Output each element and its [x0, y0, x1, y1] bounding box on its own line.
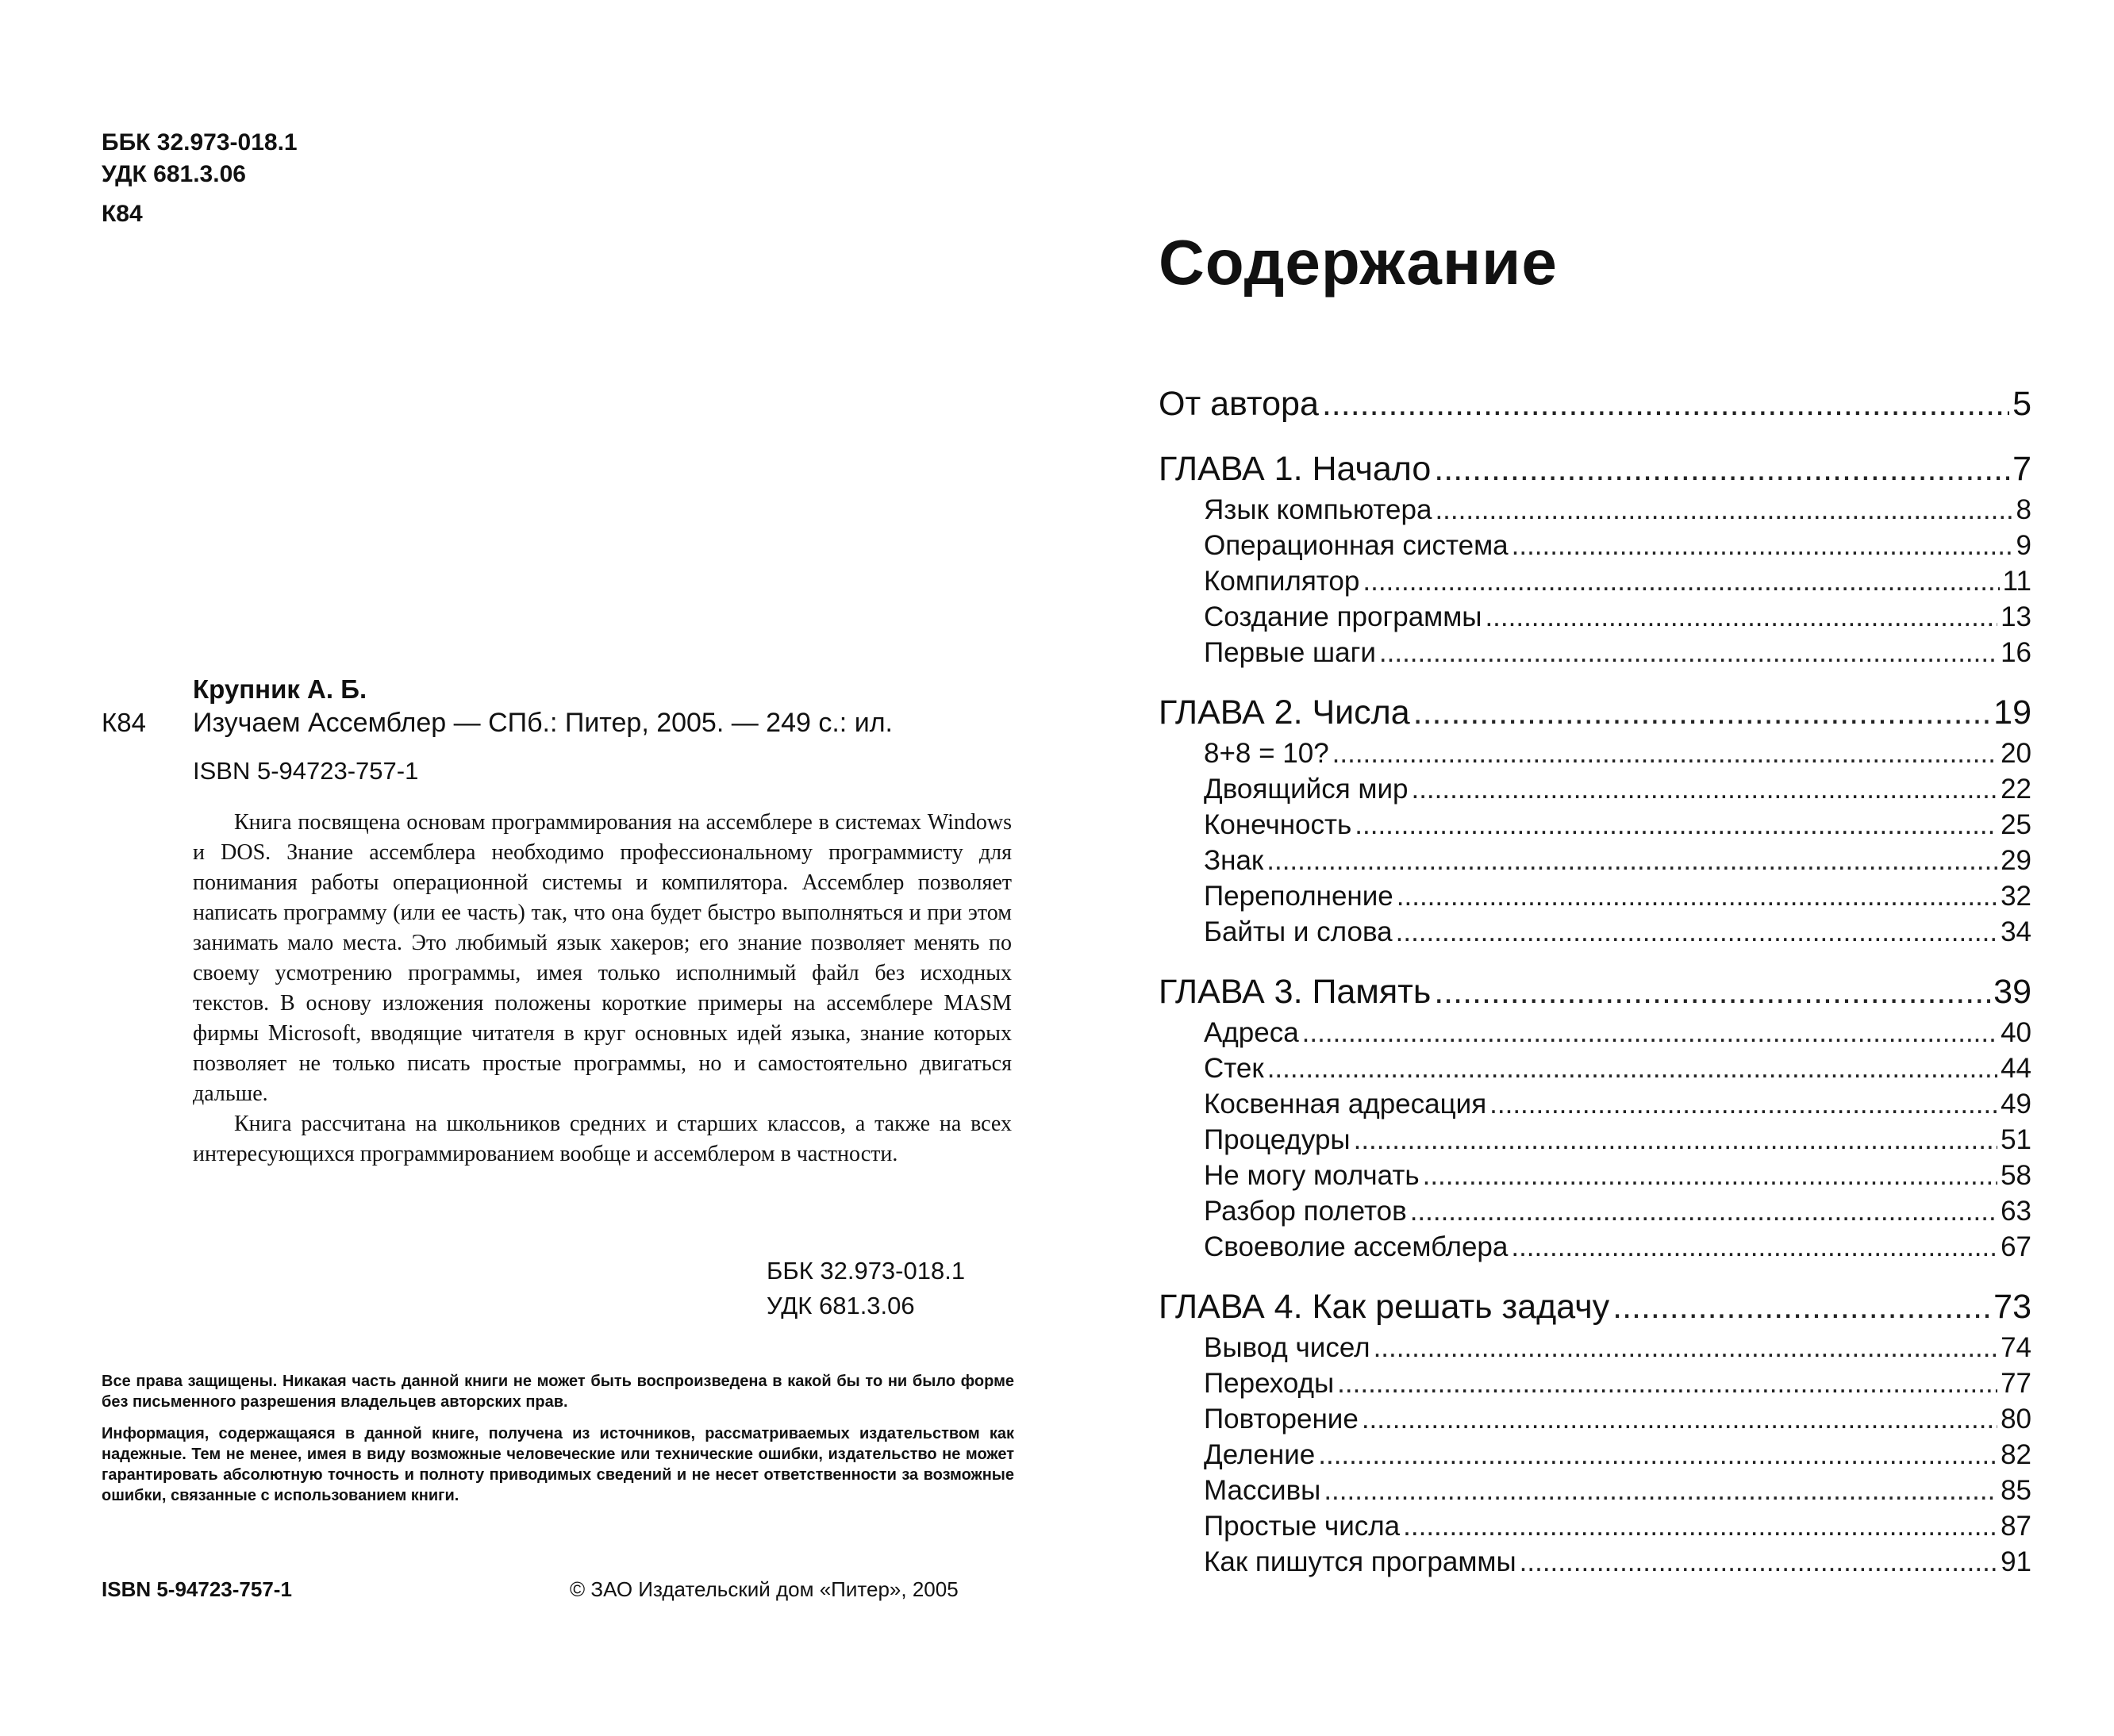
toc-heading: Содержание — [1159, 227, 1558, 298]
toc-section-entry[interactable] — [1159, 1332, 2031, 1368]
toc-page-number: 19 — [1993, 693, 2031, 732]
toc-entry-title: Стек — [1204, 1053, 1264, 1084]
toc-section-entry[interactable] — [1159, 637, 2031, 673]
bbk-code: ББК 32.973-018.1 — [102, 129, 298, 156]
toc-section-entry[interactable] — [1159, 845, 2031, 881]
copyright-notice: © ЗАО Издательский дом «Питер», 2005 — [570, 1577, 959, 1601]
toc-entry-title: Адреса — [1204, 1017, 1299, 1048]
dot-leader — [1435, 494, 2012, 526]
toc-page-number: 5 — [2012, 385, 2031, 423]
toc-chapter-entry[interactable] — [1159, 450, 2031, 494]
right-page — [1055, 0, 2114, 1736]
toc-page-number: 25 — [2001, 809, 2031, 840]
toc-section-entry[interactable] — [1159, 1089, 2031, 1124]
toc-section-entry[interactable] — [1159, 881, 2031, 916]
book-author: Крупник А. Б. — [193, 674, 367, 704]
annotation-paragraph: Книга посвящена основам программирования на ассемблере в системах Windows и DOS. Знание ассемблера необходимо профессиональному программисту для понимания работы операционной системы и компилятора. Ассемблер позволяет написать программу (или ее часть) так, что она будет быстро выполняться и при этом занимать мало места. Это любимый язык хакеров; его знание позволяет менять по своему усмотрению программы, имея только исполнимый файл без исходных текстов. В основу изложения положены короткие примеры на ассемблере MASM фирмы Microsoft, вводящие читателя в круг основных идей языка, знание которых позволяет не только писать простые программы, но и самостоятельно двигаться дальше. — [193, 810, 1012, 1106]
toc-section-entry[interactable] — [1159, 566, 2031, 601]
toc-entry-title: Вывод чисел — [1204, 1332, 1370, 1363]
toc-entry-title: Знак — [1204, 845, 1264, 876]
toc-entry-title: Создание программы — [1204, 601, 1482, 632]
dot-leader — [1511, 1231, 1997, 1263]
toc-section-entry[interactable] — [1159, 1017, 2031, 1053]
toc-page-number: 20 — [2001, 738, 2031, 769]
author-sign-code: К84 — [102, 201, 143, 227]
book-title-imprint: Изучаем Ассемблер — СПб.: Питер, 2005. — 249 с.: ил. — [193, 708, 893, 738]
toc-page-number: 13 — [2001, 601, 2031, 632]
toc-chapter-entry[interactable] — [1159, 693, 2031, 738]
toc-section-entry[interactable] — [1159, 916, 2031, 952]
toc-page-number: 9 — [2016, 530, 2031, 561]
toc-page-number: 74 — [2001, 1332, 2031, 1363]
toc-page-number: 39 — [1993, 973, 2031, 1011]
author-sign-code-catalog: К84 — [102, 708, 146, 737]
toc-entry-title: 8+8 = 10? — [1204, 738, 1329, 769]
toc-entry-title: Операционная система — [1204, 530, 1509, 561]
disclaimer-paragraph: Информация, содержащаяся в данной книге, получена из источников, рассматриваемых издательством как надежные. Тем не менее, имея в виду возможные человеческие или технические ошибки, издательство не может гарантировать абсолютную точность и полноту приводимых сведений и не несет ответственности за возможные ошибки, связанные с использованием книги. — [102, 1425, 1014, 1504]
toc-chapter-entry[interactable] — [1159, 385, 2031, 429]
dot-leader — [1337, 1368, 1997, 1400]
toc-section-entry[interactable] — [1159, 494, 2031, 530]
dot-leader — [1354, 1124, 1997, 1156]
toc-page-number: 80 — [2001, 1404, 2031, 1435]
toc-section-entry[interactable] — [1159, 1439, 2031, 1475]
dot-leader — [1362, 1404, 1997, 1435]
classification-codes-top — [102, 127, 298, 230]
toc-section-entry[interactable] — [1159, 1404, 2031, 1439]
toc-entry-title: ГЛАВА 3. Память — [1159, 973, 1432, 1011]
toc-page-number: 29 — [2001, 845, 2031, 876]
toc-page-number: 8 — [2016, 494, 2031, 525]
toc-entry-title: ГЛАВА 1. Начало — [1159, 450, 1432, 488]
toc-entry-title: Разбор полетов — [1204, 1196, 1407, 1227]
rights-notice — [102, 1371, 1014, 1517]
toc-section-entry[interactable] — [1159, 1475, 2031, 1511]
toc-page-number: 67 — [2001, 1231, 2031, 1262]
toc-entry-title: Своеволие ассемблера — [1204, 1231, 1509, 1262]
toc-page-number: 22 — [2001, 774, 2031, 805]
toc-entry-title: ГЛАВА 2. Числа — [1159, 693, 1410, 732]
toc-page-number: 7 — [2012, 450, 2031, 488]
toc-page-number: 16 — [2001, 637, 2031, 668]
toc-entry-title: Не могу молчать — [1204, 1160, 1420, 1191]
dot-leader — [1403, 1511, 1997, 1542]
dot-leader — [1434, 973, 1990, 1012]
toc-page-number: 32 — [2001, 881, 2031, 912]
toc-page-number: 40 — [2001, 1017, 2031, 1048]
toc-page-number: 87 — [2001, 1511, 2031, 1542]
toc-section-entry[interactable] — [1159, 1511, 2031, 1546]
dot-leader — [1379, 637, 1997, 669]
toc-entry-title: Повторение — [1204, 1404, 1359, 1435]
dot-leader — [1410, 1196, 1997, 1227]
toc-entry-title: Двоящийся мир — [1204, 774, 1409, 805]
toc-section-entry[interactable] — [1159, 1124, 2031, 1160]
toc-chapter-entry[interactable] — [1159, 973, 2031, 1017]
toc-section-entry[interactable] — [1159, 1368, 2031, 1404]
toc-chapter-entry[interactable] — [1159, 1288, 2031, 1332]
left-page — [0, 0, 1055, 1736]
toc-page-number: 51 — [2001, 1124, 2031, 1155]
dot-leader — [1512, 530, 2013, 562]
toc-entry-title: Косвенная адресация — [1204, 1089, 1487, 1120]
toc-section-entry[interactable] — [1159, 738, 2031, 774]
toc-entry-title: Байты и слова — [1204, 916, 1393, 947]
toc-section-entry[interactable] — [1159, 530, 2031, 566]
toc-entry-title: Массивы — [1204, 1475, 1321, 1506]
toc-entry-title: ГЛАВА 4. Как решать задачу — [1159, 1288, 1610, 1326]
toc-entry-title: Переходы — [1204, 1368, 1335, 1399]
toc-page-number: 82 — [2001, 1439, 2031, 1470]
bbk-code: ББК 32.973-018.1 — [767, 1257, 966, 1285]
toc-page-number: 91 — [2001, 1546, 2031, 1577]
toc-page-number: 77 — [2001, 1368, 2031, 1399]
toc-entry-title: Язык компьютера — [1204, 494, 1432, 525]
dot-leader — [1396, 916, 1997, 948]
toc-entry-title: Простые числа — [1204, 1511, 1401, 1542]
toc-entry-title: Конечность — [1204, 809, 1352, 840]
toc-page-number: 44 — [2001, 1053, 2031, 1084]
toc-entry-title: Как пишутся программы — [1204, 1546, 1516, 1577]
rights-paragraph: Все права защищены. Никакая часть данной книги не может быть воспроизведена в какой бы то ни было форме без письменного разрешения владельцев авторских прав. — [102, 1373, 1014, 1411]
toc-section-entry[interactable] — [1159, 1231, 2031, 1267]
toc-entry-title: Процедуры — [1204, 1124, 1351, 1155]
classification-codes-bottom — [767, 1254, 965, 1323]
toc-entry-title: Деление — [1204, 1439, 1316, 1470]
toc-page-number: 49 — [2001, 1089, 2031, 1120]
dot-leader — [1413, 693, 1991, 732]
dot-leader — [1489, 1089, 1997, 1120]
dot-leader — [1434, 450, 2009, 489]
dot-leader — [1267, 1053, 1997, 1085]
toc-entry-title: От автора — [1159, 385, 1319, 423]
dot-leader — [1355, 809, 1997, 841]
toc-section-entry[interactable] — [1159, 809, 2031, 845]
dot-leader — [1612, 1288, 1990, 1327]
dot-leader — [1322, 385, 2009, 424]
book-annotation — [193, 808, 1012, 1169]
toc-page-number: 34 — [2001, 916, 2031, 947]
dot-leader — [1411, 774, 1997, 805]
toc-section-entry[interactable] — [1159, 1160, 2031, 1196]
toc-page-number: 63 — [2001, 1196, 2031, 1227]
dot-leader — [1302, 1017, 1997, 1049]
toc-entry-title: Компилятор — [1204, 566, 1360, 597]
toc-page-number: 11 — [2002, 566, 2031, 597]
isbn-catalog: ISBN 5-94723-757-1 — [193, 757, 419, 785]
toc-section-entry[interactable] — [1159, 601, 2031, 637]
table-of-contents — [1159, 385, 2031, 1582]
dot-leader — [1318, 1439, 1997, 1471]
dot-leader — [1374, 1332, 1998, 1364]
dot-leader — [1363, 566, 1999, 597]
toc-page-number: 85 — [2001, 1475, 2031, 1506]
isbn-footer: ISBN 5-94723-757-1 — [102, 1577, 292, 1601]
toc-entry-title: Переполнение — [1204, 881, 1393, 912]
toc-page-number: 58 — [2001, 1160, 2031, 1191]
toc-page-number: 73 — [1993, 1288, 2031, 1326]
toc-section-entry[interactable] — [1159, 1546, 2031, 1582]
dot-leader — [1324, 1475, 1997, 1507]
dot-leader — [1266, 845, 1997, 877]
toc-section-entry[interactable] — [1159, 1053, 2031, 1089]
udk-code: УДК 681.3.06 — [767, 1292, 915, 1319]
dot-leader — [1423, 1160, 1997, 1192]
dot-leader — [1332, 738, 1997, 770]
toc-section-entry[interactable] — [1159, 1196, 2031, 1231]
dot-leader — [1397, 881, 1997, 912]
dot-leader — [1520, 1546, 1997, 1578]
toc-section-entry[interactable] — [1159, 774, 2031, 809]
annotation-paragraph: Книга рассчитана на школьников средних и старших классов, а также на всех интересующихся программированием вообще и ассемблером в частности. — [193, 1112, 1012, 1166]
dot-leader — [1485, 601, 1997, 633]
udk-code: УДК 681.3.06 — [102, 161, 246, 187]
toc-entry-title: Первые шаги — [1204, 637, 1376, 668]
